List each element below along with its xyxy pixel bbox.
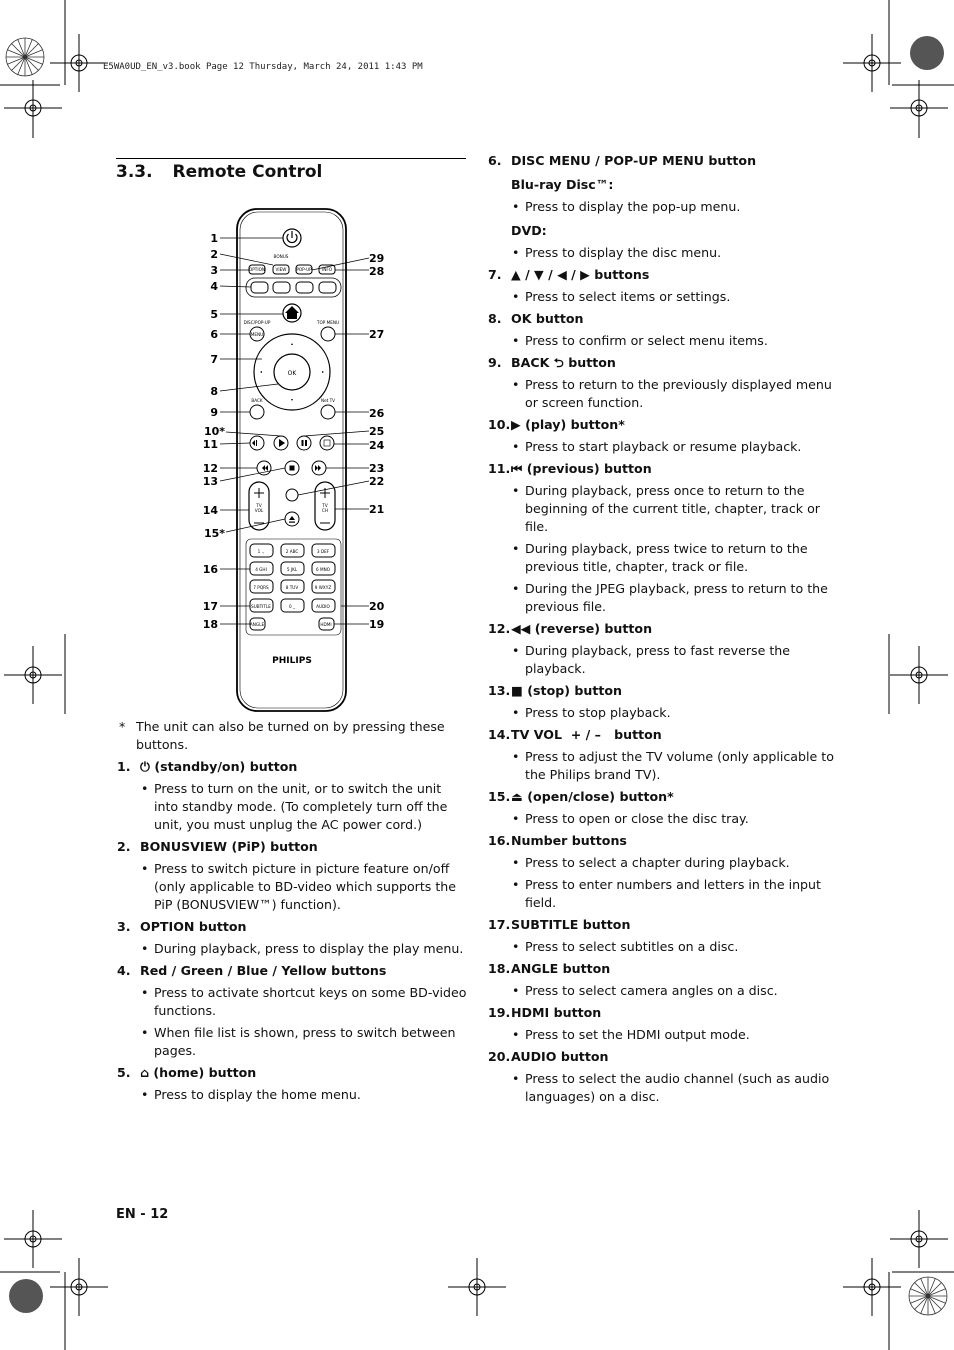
callout-16: 16 [202,563,218,576]
item-14-heading: 14. TV VOL + / – button [488,727,662,742]
key-9: 9 WXYZ [314,585,332,590]
key-7: 7 PQRS [253,585,269,590]
item-17-bullet: • Press to select subtitles on a disc. [488,938,838,956]
key-3: 3 DEF [316,549,330,554]
label-vol: VOL [254,508,264,513]
key-5: 5 JKL [286,567,298,572]
item-11-bullet-3: • During the JPEG playback, press to return to the previous file. [488,580,838,616]
item-14-bullet: • Press to adjust the TV volume (only applicable to the Philips brand TV). [488,748,838,784]
stop-icon: ■ [511,683,523,698]
item-16-heading: 16. Number buttons [488,833,627,848]
power-icon: ⏻ [140,759,150,774]
callout-4: 4 [210,280,218,293]
key-6: 6 MNO [315,567,331,572]
right-column [488,152,838,1106]
label-ch: CH [321,508,329,513]
callout-1: 1 [210,232,218,245]
item-8-bullet: • Press to confirm or select menu items. [488,332,838,350]
section-rule [116,158,466,159]
item-4-bullet-1: • Press to activate shortcut keys on some BD-video functions. [117,984,467,1020]
item-20-heading: 20. AUDIO button [488,1049,609,1064]
item-3-heading: 3. OPTION button [117,919,247,934]
item-6-heading: 6. DISC MENU / POP-UP MENU button [488,153,757,168]
label-info: INFO [321,267,333,272]
label-angle: ANGLE [249,622,265,627]
key-0: 0 _ [288,604,296,609]
item-7-bullet: • Press to select items or settings. [488,288,838,306]
item-16-bullet-1: • Press to select a chapter during playback. [488,854,838,872]
callout-6: 6 [210,328,218,341]
label-tv-right: TV [322,503,328,508]
item-11-bullet-1: • During playback, press once to return to the beginning of the current title, chapter, track or file. [488,482,838,536]
footnote-mark: * [119,719,126,734]
callout-25: 25 [369,425,385,438]
callout-27: 27 [369,328,385,341]
label-back: BACK [251,398,263,403]
label-disc-popup: DISC/POP-UP [243,320,271,325]
callout-17: 17 [202,600,218,613]
item-19-heading: 19. HDMI button [488,1005,602,1020]
play-icon: ▶ [511,417,521,432]
label-hdmi: HDMI [320,622,332,627]
callout-11: 11 [202,438,218,451]
callout-3: 3 [210,264,218,277]
remote-control-illustration [195,200,395,715]
item-6-bullet-dvd: • Press to display the disc menu. [488,244,838,262]
item-7-heading: 7. ▲ / ▼ / ◀ / ▶ buttons [488,267,650,282]
item-18-bullet: • Press to select camera angles on a disc. [488,982,838,1000]
callout-10: 10* [203,425,225,438]
item-1-heading: 1. ⏻ (standby/on) button [117,759,298,774]
item-11-heading: 11. ⏮ (previous) button [488,461,652,476]
section-title: Remote Control [172,162,323,182]
item-11-bullet-2: • During playback, press twice to return to the previous title, chapter, track or file. [488,540,838,576]
label-top-menu: TOP MENU [316,320,340,325]
footnote [117,718,467,754]
left-column [117,718,467,1104]
footnote-text: The unit can also be turned on by pressing these buttons. [136,719,445,752]
item-6-bullet-bluray: • Press to display the pop-up menu. [488,198,838,216]
key-4: 4 GHI [255,567,267,572]
callout-19: 19 [369,618,385,631]
callout-13: 13 [202,475,218,488]
label-ok: OK [287,370,297,377]
section-number: 3.3. [116,162,153,182]
key-2: 2 ABC [285,549,299,554]
item-12-bullet: • During playback, press to fast reverse the playback. [488,642,838,678]
previous-icon: ⏮ [511,461,523,476]
callout-9: 9 [210,406,218,419]
callout-24: 24 [369,439,385,452]
item-15-heading: 15. ⏏ (open/close) button* [488,789,674,804]
item-8-heading: 8. OK button [488,311,584,326]
item-20-bullet: • Press to select the audio channel (such as audio languages) on a disc. [488,1070,838,1106]
key-1: 1 ., [257,549,265,554]
callout-5: 5 [210,308,218,321]
label-menu: MENU [250,332,264,337]
callout-14: 14 [202,504,218,517]
item-9-bullet: • Press to return to the previously displayed menu or screen function. [488,376,838,412]
item-1-bullet: • Press to turn on the unit, or to switch the unit into standby mode. (To completely turn off the unit, you must unplug the AC power cord.) [117,780,467,834]
book-info-header: E5WA0UD_EN_v3.book Page 12 Thursday, March 24, 2011 1:43 PM [103,62,423,72]
label-audio: AUDIO [316,604,330,609]
item-13-bullet: • Press to stop playback. [488,704,838,722]
callout-7: 7 [210,353,218,366]
item-2-heading: 2. BONUSVIEW (PiP) button [117,839,318,854]
callout-26: 26 [369,407,385,420]
item-5-bullet: • Press to display the home menu. [117,1086,467,1104]
label-subtitle: SUBTITLE [251,604,271,609]
callout-15: 15* [203,527,225,540]
item-19-bullet: • Press to set the HDMI output mode. [488,1026,838,1044]
page-number: EN - 12 [116,1207,169,1222]
item-17-heading: 17. SUBTITLE button [488,917,631,932]
item-4-bullet-2: • When file list is shown, press to switch between pages. [117,1024,467,1060]
item-6-sub-dvd: DVD: [511,223,547,238]
callout-12: 12 [202,462,218,475]
callout-29: 29 [369,252,385,265]
key-8: 8 TUV [285,585,299,590]
brand-logo: PHILIPS [272,656,312,666]
item-13-heading: 13. ■ (stop) button [488,683,623,698]
item-3-bullet: • During playback, press to display the play menu. [117,940,467,958]
label-popup: POP-UP [296,267,312,272]
item-10-heading: 10. ▶ (play) button* [488,417,625,432]
item-9-heading: 9. BACK ⮌ button [488,355,616,370]
label-option: OPTION [248,267,266,272]
eject-icon: ⏏ [511,789,523,804]
back-icon: ⮌ [553,355,564,370]
item-6-sub-bluray: Blu-ray Disc™: [511,177,614,192]
item-12-heading: 12. ◀◀ (reverse) button [488,621,653,636]
label-net-tv: Net TV [320,398,336,403]
item-18-heading: 18. ANGLE button [488,961,611,976]
item-2-bullet: • Press to switch picture in picture feature on/off (only applicable to BD-video which supports the PiP (BONUSVIEW™) function). [117,860,467,914]
callout-21: 21 [369,503,385,516]
item-16-bullet-2: • Press to enter numbers and letters in the input field. [488,876,838,912]
item-5-heading: 5. ⌂ (home) button [117,1065,257,1080]
label-bonus: BONUS [273,254,289,259]
callout-22: 22 [369,475,385,488]
callout-28: 28 [369,265,385,278]
callout-23: 23 [369,462,385,475]
label-tv-left: TV [256,503,262,508]
callout-8: 8 [210,385,218,398]
reverse-icon: ◀◀ [511,621,531,636]
callout-20: 20 [369,600,385,613]
section-heading [116,162,322,182]
item-4-heading: 4. Red / Green / Blue / Yellow buttons [117,963,387,978]
home-icon: ⌂ [140,1065,150,1080]
item-15-bullet: • Press to open or close the disc tray. [488,810,838,828]
callout-18: 18 [202,618,218,631]
item-10-bullet: • Press to start playback or resume playback. [488,438,838,456]
label-view: VIEW [275,267,287,272]
callout-2: 2 [210,248,218,261]
